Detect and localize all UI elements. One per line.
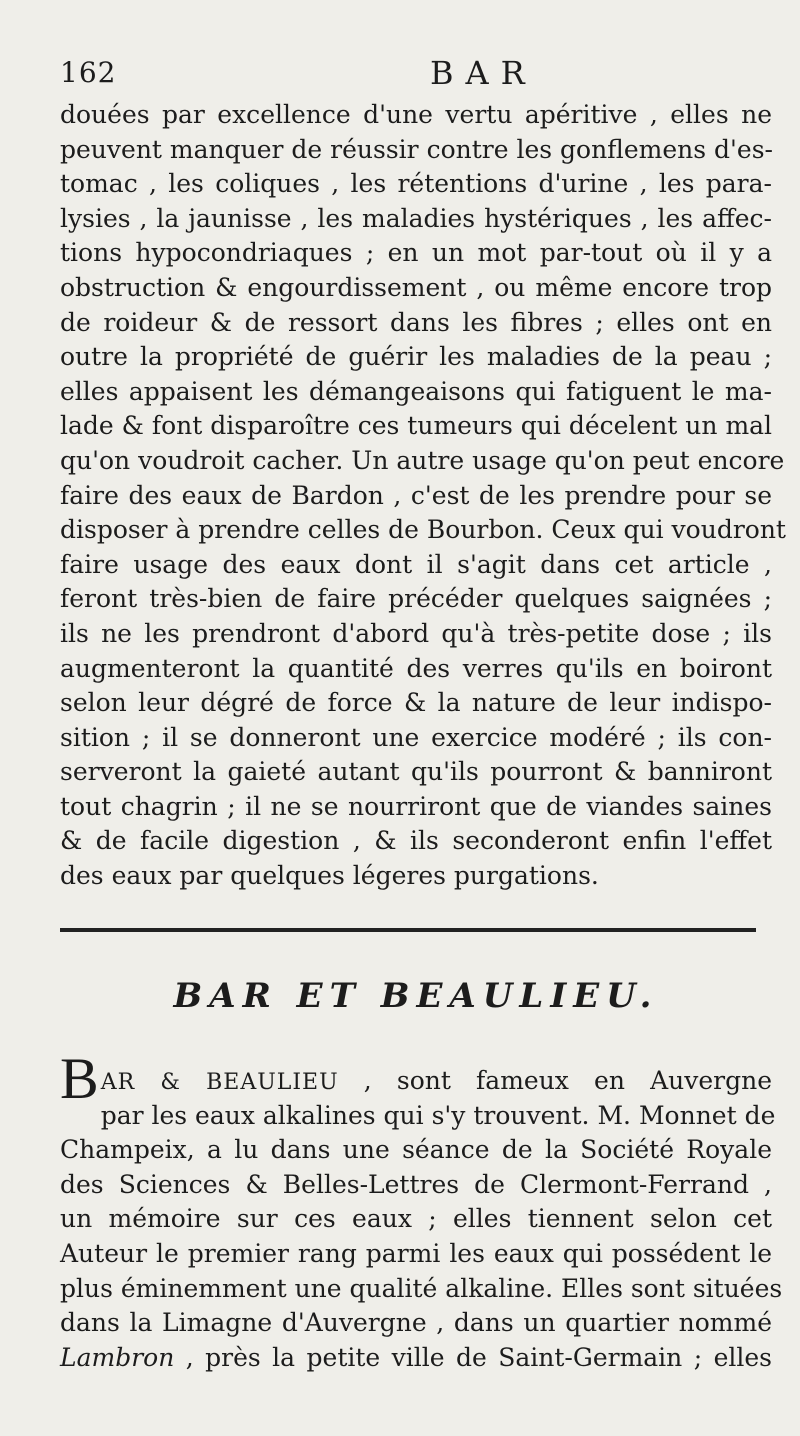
page-header	[60, 56, 760, 96]
text-line: outre la propriété de guérir les maladies de la peau ;	[60, 342, 772, 372]
place-name: Lambron	[60, 1342, 175, 1372]
section-title: BAR ET BEAULIEU.	[173, 976, 659, 1016]
text-line: plus éminemment une qualité alkaline. Elles sont situées	[60, 1273, 783, 1303]
text-line: douées par excellence d'une vertu apéritive , elles ne	[60, 100, 772, 129]
text-line: dans la Limagne d'Auvergne , dans un quartier nommé	[60, 1308, 772, 1338]
text-line: elles appaisent les démangeaisons qui fatiguent le ma-	[60, 376, 772, 406]
text-line: qu'on voudroit cacher. Un autre usage qu'on peut encore	[60, 445, 785, 475]
text-line: des eaux par quelques légeres purgations.	[60, 861, 599, 891]
text-line: un mémoire sur ces eaux ; elles tiennent selon cet	[60, 1204, 772, 1234]
text-line: obstruction & engourdissement , ou même encore trop	[60, 272, 772, 302]
text-line: de roideur & de ressort dans les fibres ; elles ont en	[60, 307, 772, 337]
main-text	[60, 98, 786, 894]
text-segment: , sont fameux en Auvergne	[338, 1066, 773, 1095]
text-line: lade & font disparoître ces tumeurs qui décelent un mal	[60, 411, 773, 441]
text-line: augmenteront la quantité des verres qu'ils en boiront	[60, 653, 772, 683]
text-line: faire des eaux de Bardon , c'est de les prendre pour se	[60, 480, 772, 510]
section-divider	[60, 928, 756, 932]
text-line: des Sciences & Belles-Lettres de Clermont-Ferrand ,	[60, 1169, 772, 1199]
text-line-first	[60, 1064, 772, 1099]
text-line: sition ; il se donneront une exercice modéré ; ils con-	[60, 722, 772, 752]
text-line: disposer à prendre celles de Bourbon. Ceux qui voudront	[60, 515, 786, 545]
text-line: serveront la gaieté autant qu'ils pourront & banniront	[60, 757, 772, 787]
page-number: 162	[60, 56, 117, 89]
drop-cap: B	[60, 1046, 99, 1111]
text-line: tions hypocondriaques ; en un mot par-tout où il y a	[60, 238, 772, 268]
text-line: selon leur dégré de force & la nature de leur indispo-	[60, 688, 772, 718]
text-line: tomac , les coliques , les rétentions d'urine , les para-	[60, 169, 772, 199]
text-line: par les eaux alkalines qui s'y trouvent. M. Monnet de	[100, 1100, 776, 1130]
text-line: lysies , la jaunisse , les maladies hystériques , les affec-	[60, 203, 772, 233]
section-text	[60, 1046, 783, 1375]
text-line: faire usage des eaux dont il s'agit dans cet article ,	[60, 549, 772, 579]
text-line: feront très-bien de faire précéder quelques saignées ;	[60, 584, 772, 614]
text-line: & de facile digestion , & ils seconderont enfin l'effet	[60, 826, 772, 856]
text-line: tout chagrin ; il ne se nourriront que de viandes saines	[60, 791, 772, 821]
text-line-last	[60, 1341, 772, 1376]
text-line: ils ne les prendront d'abord qu'à très-petite dose ; ils	[60, 618, 772, 648]
text-line: Auteur le premier rang parmi les eaux qui possédent le	[60, 1238, 772, 1268]
text-line: Champeix, a lu dans une séance de la Société Royale	[60, 1135, 772, 1165]
running-head: BAR	[430, 54, 537, 92]
smallcaps-text: AR & BEAULIEU	[100, 1070, 339, 1095]
text-segment: , près la petite ville de Saint-Germain ; elles	[174, 1342, 772, 1372]
text-line: peuvent manquer de réussir contre les gonflemens d'es-	[60, 134, 773, 164]
